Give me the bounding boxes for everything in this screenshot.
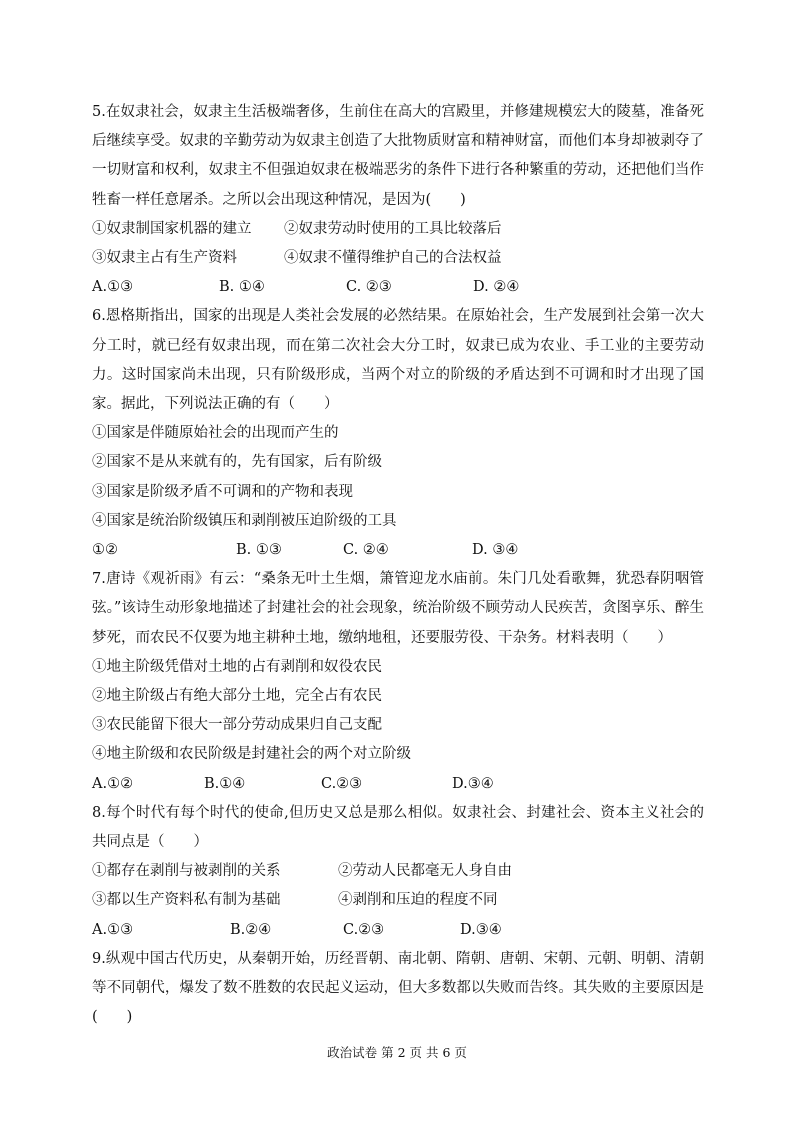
question-5-answer-options: [92, 273, 704, 302]
question-8-statements-row-2: [92, 886, 704, 915]
question-8-statement-3: ③都以生产资料私有制为基础: [92, 892, 281, 909]
question-5: [92, 98, 704, 302]
question-8-option-a: A.①③: [92, 921, 134, 938]
question-8: [92, 799, 704, 945]
question-8-option-c: C.②③: [343, 921, 385, 938]
page-footer: 政治试卷 第 2 页 共 6 页: [327, 1045, 467, 1060]
question-6-stem: 6.恩格斯指出，国家的出现是人类社会发展的必然结果。在原始社会，生产发展到社会第一次大分工时，就已经有奴隶出现，而在第二次社会大分工时，奴隶已成为农业、手工业的主要劳动力。这时国家尚未出现，只有阶级形成，当两个对立的阶级的矛盾达到不可调和时才出现了国家。据此，下列说法正确的有（ ）: [92, 308, 704, 413]
question-5-statements-row-2: [92, 244, 704, 273]
question-8-statement-2: ②劳动人民都毫无人身自由: [338, 863, 512, 880]
question-9: [92, 945, 704, 1033]
question-6-option-a: ①②: [92, 542, 118, 559]
question-5-statements-row-1: [92, 215, 704, 244]
question-5-statement-3: ③奴隶主占有生产资料: [92, 250, 237, 267]
question-7-statement-1: ①地主阶级凭借对土地的占有剥削和奴役农民: [92, 658, 382, 675]
question-6-answer-options: [92, 536, 704, 565]
question-8-answer-options: [92, 916, 704, 945]
question-8-option-b: B.②④: [230, 921, 272, 938]
question-6-statement-3: ③国家是阶级矛盾不可调和的产物和表现: [92, 483, 353, 500]
question-7-answer-options: [92, 770, 704, 799]
question-9-stem: 9.纵观中国古代历史，从秦朝开始，历经晋朝、南北朝、隋朝、唐朝、宋朝、元朝、明朝、清朝等不同朝代，爆发了数不胜数的农民起义运动，但大多数都以失败而告终。其失败的主要原因是( ): [92, 950, 704, 1026]
question-8-statement-1: ①都存在剥削与被剥削的关系: [92, 863, 281, 880]
question-8-statement-4: ④剥削和压迫的程度不同: [338, 892, 498, 909]
question-list: [92, 98, 704, 1033]
question-6-option-d: D. ③④: [472, 542, 519, 559]
question-6-statement-1: ①国家是伴随原始社会的出现而产生的: [92, 425, 339, 442]
question-6-option-b: B. ①③: [236, 542, 282, 559]
question-5-statement-2: ②奴隶劳动时使用的工具比较落后: [284, 220, 502, 237]
question-5-option-a: A.①③: [92, 279, 134, 296]
question-5-option-c: C. ②③: [346, 279, 392, 296]
question-7-statement-4: ④地主阶级和农民阶级是封建社会的两个对立阶级: [92, 746, 411, 763]
question-5-option-d: D. ②④: [473, 279, 520, 296]
question-6-statement-4: ④国家是统治阶级镇压和剥削被压迫阶级的工具: [92, 512, 397, 529]
question-7-option-b: B.①④: [204, 775, 246, 792]
question-6-option-c: C. ②④: [343, 542, 389, 559]
question-5-statement-1: ①奴隶制国家机器的建立: [92, 220, 252, 237]
question-6-statement-2: ②国家不是从来就有的，先有国家，后有阶级: [92, 454, 382, 471]
question-7-option-d: D.③④: [452, 775, 494, 792]
question-6: [92, 302, 704, 565]
question-7-option-c: C.②③: [321, 775, 363, 792]
question-8-option-d: D.③④: [460, 921, 502, 938]
question-8-statements-row-1: [92, 857, 704, 886]
question-8-stem: 8.每个时代有每个时代的使命,但历史又总是那么相似。奴隶社会、封建社会、资本主义社会的共同点是（ ）: [92, 804, 704, 851]
question-5-stem: 5.在奴隶社会，奴隶主生活极端奢侈，生前住在高大的宫殿里，并修建规模宏大的陵墓，准备死后继续享受。奴隶的辛勤劳动为奴隶主创造了大批物质财富和精神财富，而他们本身却被剥夺了一切财富和权利，奴隶主不但强迫奴隶在极端恶劣的条件下进行各种繁重的劳动，还把他们当作牲畜一样任意屠杀。之所以会出现这种情况，是因为( ): [92, 104, 704, 208]
question-7-statement-2: ②地主阶级占有绝大部分土地，完全占有农民: [92, 688, 382, 705]
question-5-option-b: B. ①④: [219, 279, 265, 296]
question-7-option-a: A.①②: [92, 775, 134, 792]
question-7-statement-3: ③农民能留下很大一部分劳动成果归自己支配: [92, 717, 382, 734]
question-7: [92, 565, 704, 799]
question-5-statement-4: ④奴隶不懂得维护自己的合法权益: [284, 250, 502, 267]
question-7-stem: 7.唐诗《观祈雨》有云：“桑条无叶土生烟，箫管迎龙水庙前。朱门几处看歌舞，犹恐春阴咽管弦。”该诗生动形象地描述了封建社会的社会现象，统治阶级不顾劳动人民疾苦，贪图享乐、醉生梦死，而农民不仅要为地主耕种土地，缴纳地租，还要服劳役、干杂务。材料表明（ ）: [92, 571, 704, 646]
